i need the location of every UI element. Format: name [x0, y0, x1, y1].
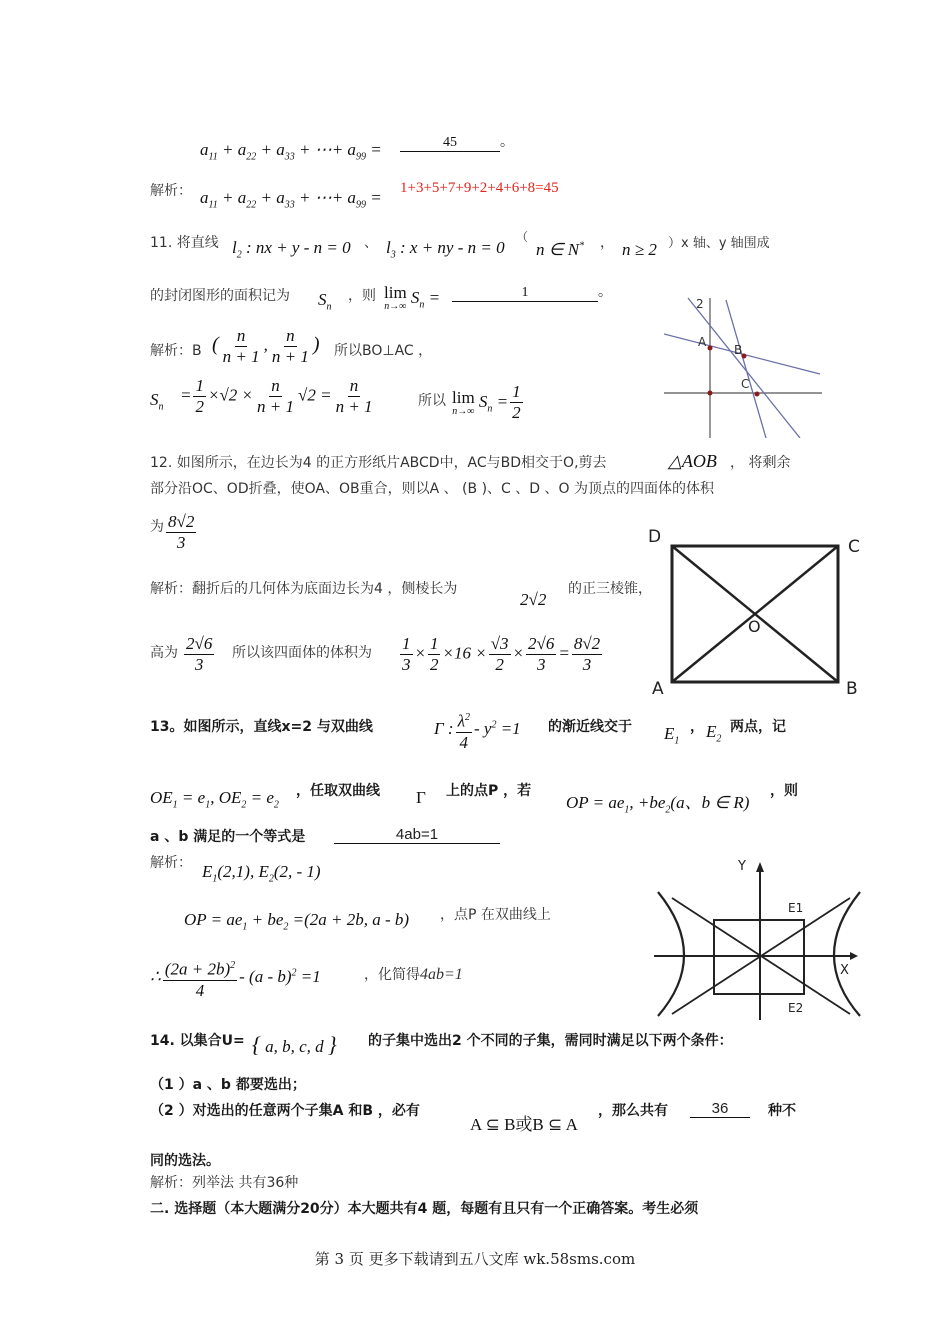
q13-gamma: Γ: [416, 788, 426, 807]
q12-triangle-AOB: △AOB: [668, 451, 717, 471]
q13-E-coords: $E_1(2,1)$, $E_2(2$, - 1): [202, 862, 321, 885]
q11-line2-text: 的封闭图形的面积记为: [150, 288, 290, 304]
q14-requirement: 的子集中选出2 个不同的子集，需同时满足以下两个条件：: [368, 1033, 733, 1049]
q13-label-Y: Y: [738, 859, 746, 874]
q11-limit: lim n→∞ $S_n$ =: [384, 283, 441, 312]
q11-n-in-N: n ∈ N*: [536, 240, 585, 259]
q12-figure: [642, 522, 864, 700]
q12-label-A: A: [652, 679, 664, 699]
q11-n-ge-2: n ≥ 2: [622, 240, 657, 259]
q14-total: ，那么共有: [598, 1103, 668, 1119]
q13-asymptote-text: 的渐近线交于: [548, 719, 632, 735]
q12-volume-label: 所以该四面体的体积为: [232, 645, 372, 661]
q11-label-B: B: [734, 343, 743, 357]
q13-condition: a 、b 满足的一个等式是: [150, 829, 306, 845]
q12-label-O: O: [748, 617, 761, 636]
q11-area-expr: = $\frac{1}{2}$ ×√2 × $\frac{n}{n + 1}$ √2 = $\frac{n}{n + 1}$: [180, 376, 373, 416]
q13-on-hyperbola: ，点P 在双曲线上: [440, 907, 551, 923]
q13-OP-expr: OP = $ae_1$, $+be_2(a$、b ∈ R): [566, 793, 750, 816]
q13-then: ，则: [770, 783, 798, 799]
q10-answer-blank: 45 。: [400, 131, 514, 152]
q12-label-D: D: [648, 527, 662, 547]
q11-perp-text: 所以BO⊥AC ，: [334, 343, 433, 359]
q14-intro: 14. 以集合U=: [150, 1033, 245, 1049]
q11-area-Sn: $S_n$: [150, 390, 164, 413]
q13-point-P: 上的点P ，若: [446, 783, 532, 799]
q12-line1-tail: ， 将剩余: [730, 455, 791, 471]
q11-point-C: [755, 392, 760, 397]
q11-limit-result: lim n→∞ $S_n$ = $\frac{1}{2}$: [452, 382, 521, 422]
q12-volume-expr: $\frac{1}{3}$ × $\frac{1}{2}$ ×16 × $\frac{√3}{2}$ × $\frac{2√6}{3}$ = $\frac{8√2}{3}$: [402, 634, 601, 674]
q14-answer-blank: 36: [690, 1098, 750, 1118]
q10-sum-expr: $a_{11} + a_{22} + a_{33}$ + ⋯+ $a_{99}$ =: [200, 140, 382, 163]
q14-condition-2: （2 ）对选出的任意两个子集A 和B ，必有: [150, 1103, 420, 1119]
q11-separator: 、: [364, 235, 378, 251]
q11-graph: [664, 294, 822, 438]
q12-label-C: C: [848, 537, 860, 557]
q14-subset-condition: A ⊆ B或B ⊆ A: [470, 1115, 578, 1134]
q11-prefix: 11. 将直线: [150, 235, 219, 251]
q11-line-b: [688, 298, 800, 438]
q12-answer-frac: $\frac{8√2}{3}$: [168, 512, 195, 552]
q13-equation: ∴ $\frac{(2a + 2b)^2}{4}$ - (a - b)$^2$ =1: [150, 956, 321, 1001]
q12-line2: 部分沿OC、OD折叠，使OA、OB重合，则以A 、 (B )、C 、D 、O 为顶点的四面体的体积: [150, 481, 714, 497]
q11-tail: ）x 轴、y 轴围成: [668, 236, 770, 251]
q14-kinds: 种不: [768, 1103, 796, 1119]
q13-comma: ，: [690, 719, 704, 735]
q11-label-2: 2: [696, 297, 704, 311]
q11-so: 所以: [418, 393, 446, 409]
q11-point-A: [708, 346, 713, 351]
section-2-heading: 二. 选择题（本大题满分20分）本大题共有4 题，每题有且只有一个正确答案。考生必须: [150, 1201, 699, 1217]
q13-branch-left: [658, 892, 684, 1016]
q12-height-frac: $\frac{2√6}{3}$: [186, 634, 213, 674]
q12-line1: 12. 如图所示，在边长为4 的正方形纸片ABCD中，AC与BD相交于O,剪去: [150, 455, 607, 471]
q11-solution-label: 解析：B: [150, 343, 202, 359]
q11-label-C: C: [741, 377, 750, 391]
q11-then: ，则: [348, 288, 376, 304]
q12-height-label: 高为: [150, 645, 178, 661]
q14-selection-methods: 同的选法。: [150, 1153, 220, 1169]
q11-comma: ，: [600, 235, 614, 251]
q13-answer-blank: 4ab=1: [334, 824, 500, 844]
q10-solution-expr: $a_{11} + a_{22} + a_{33}$ + ⋯+ $a_{99}$ =: [200, 188, 382, 211]
q14-solution: 解析：列举法 共有36种: [150, 1175, 299, 1191]
q11-point-B-dot: [742, 354, 747, 359]
q13-branch-right: [834, 892, 860, 1016]
q13-simplify: ，化简得4ab=1: [364, 966, 463, 983]
q13-OP-sum: OP = $ae_1 + be_2 =(2a + 2b$, a - b): [184, 910, 410, 933]
q11-origin: [708, 391, 713, 396]
q13-label-E1: E1: [788, 901, 804, 915]
q13-figure: [654, 854, 864, 1020]
q11-label-A: A: [698, 335, 707, 349]
q13-OE-def: $OE_1 = e_1$, $OE_2 = e_2$: [150, 788, 279, 811]
page-footer: 第 3 页 更多下载请到五八文库 wk.58sms.com: [314, 1250, 636, 1268]
q11-paren-open: （: [516, 230, 529, 244]
q13-take-point: ，任取双曲线: [296, 783, 380, 799]
q12-edge-length: 2√2: [520, 590, 547, 609]
q11-line-l3: $l_3$ : x + ny - n = 0: [386, 238, 505, 261]
q13-E1: $E_1$: [664, 724, 680, 747]
q12-label-B: B: [846, 679, 858, 699]
q12-solution-1: 解析：翻折后的几何体为底面边长为4 ，侧棱长为: [150, 581, 458, 597]
q13-label-X: X: [840, 963, 849, 978]
q11-line-l2: $l_2$ : nx + y - n = 0: [232, 238, 351, 261]
q11-line-c: [726, 300, 766, 438]
q11-answer-blank: 1 。: [452, 281, 612, 302]
q10-solution-value: 1+3+5+7+9+2+4+6+8=45: [400, 180, 559, 196]
q10-solution-label: 解析：: [150, 183, 192, 199]
q13-two-points: 两点，记: [730, 719, 786, 735]
q13-intro: 13。如图所示，直线x=2 与双曲线: [150, 719, 373, 735]
q13-hyperbola-eq: Γ : $\frac{\lambda^2}{4}$ - $y^2 =1$: [434, 708, 521, 753]
q14-set: { a, b, c, d }: [252, 1032, 337, 1057]
q12-wei: 为: [150, 519, 164, 535]
q12-solution-1b: 的正三棱锥，: [568, 581, 652, 597]
q11-point-B: ( $\frac{n}{n + 1}$ , $\frac{n}{n + 1}$ ): [212, 326, 320, 366]
q13-label-E2: E2: [788, 1001, 804, 1015]
q13-E2: $E_2$: [706, 722, 722, 745]
q11-Sn: $S_n$: [318, 290, 332, 313]
q14-condition-1: （1 ）a 、b 都要选出；: [150, 1077, 306, 1093]
q13-solution-label: 解析：: [150, 855, 192, 871]
